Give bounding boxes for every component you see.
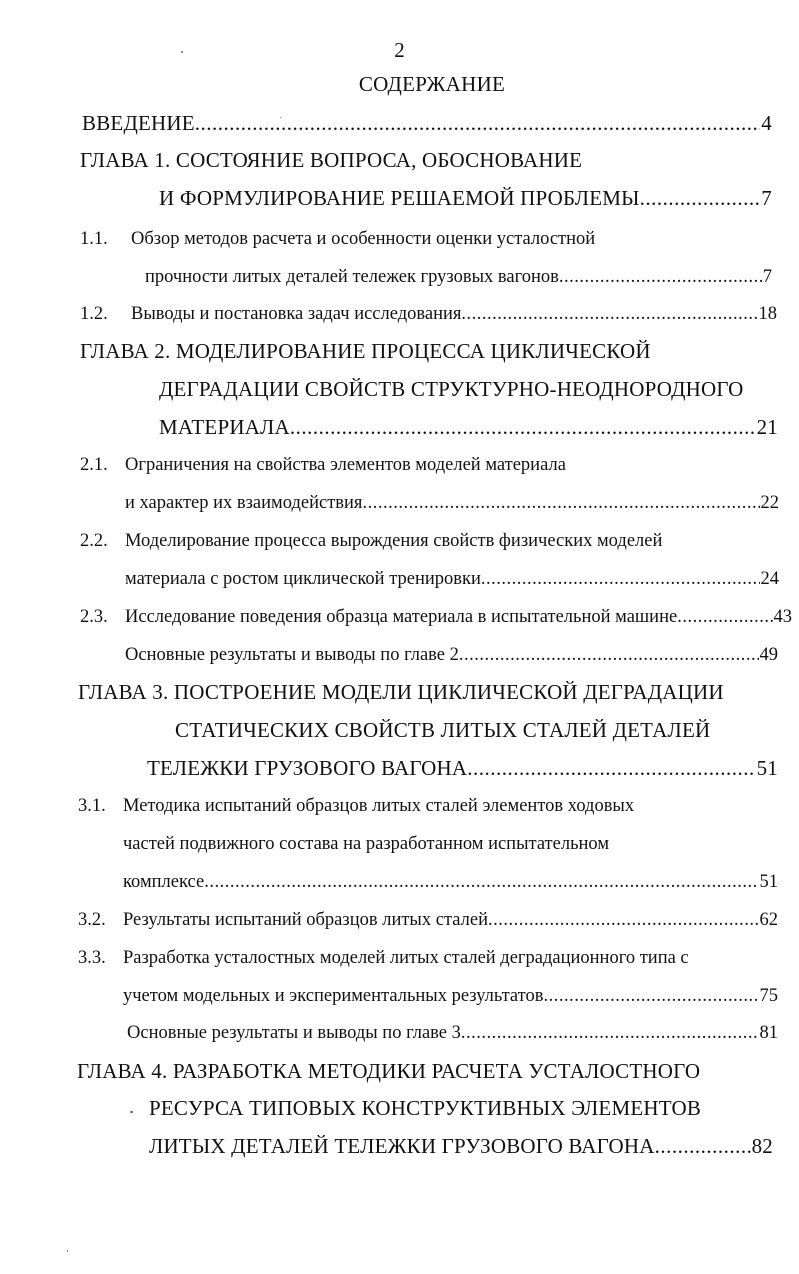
toc-page-number: 22 [760, 493, 779, 513]
toc-section-number: 3.1. [78, 796, 106, 816]
dot-leader [640, 183, 761, 213]
toc-entry-text: ТЕЛЕЖКИ ГРУЗОВОГО ВАГОНА [147, 756, 468, 780]
dot-leader [467, 753, 755, 783]
toc-entry-3-1-cont-2[interactable] [123, 867, 778, 897]
scan-speck [67, 1250, 68, 1252]
scan-speck [280, 117, 281, 118]
contents-title: СОДЕРЖАНИЕ [358, 72, 506, 96]
toc-entry-2-2-cont[interactable] [125, 564, 779, 594]
dot-leader [362, 488, 759, 518]
toc-entry-introduction[interactable] [82, 108, 772, 138]
toc-entry-chapter-4-cont-2[interactable] [149, 1131, 773, 1161]
toc-entry-text: Основные результаты и выводы по главе 3 [127, 1023, 461, 1043]
toc-entry-chapter-4-cont-1[interactable] [149, 1093, 769, 1123]
toc-entry-chapter-3-cont-2[interactable] [147, 753, 778, 783]
toc-page-number: 4 [761, 111, 772, 135]
toc-entry-3-1-cont-1[interactable] [123, 829, 773, 859]
toc-page-number: 81 [759, 1023, 778, 1043]
toc-section-number: 3.3. [78, 948, 106, 968]
toc-entry-text: ГЛАВА 1. СОСТОЯНИЕ ВОПРОСА, ОБОСНОВАНИЕ [80, 148, 583, 172]
toc-page-number: 62 [759, 910, 778, 930]
toc-entry-text: материала с ростом циклической тренировки [125, 569, 481, 589]
dot-leader [204, 867, 758, 897]
scan-speck [130, 1111, 133, 1113]
toc-entry-3-3-cont[interactable] [123, 981, 778, 1011]
toc-section-number: 1.1. [80, 229, 108, 249]
toc-entry-text: Выводы и постановка задач исследования [131, 304, 462, 324]
dot-leader [461, 1018, 759, 1048]
toc-entry-text: Моделирование процесса вырождения свойств физических моделей [125, 531, 663, 551]
toc-entry-text: ДЕГРАДАЦИИ СВОЙСТВ СТРУКТУРНО-НЕОДНОРОДНОГО [159, 377, 744, 401]
toc-entry-chapter-1[interactable] [80, 145, 770, 175]
toc-entry-3-1[interactable] [78, 791, 768, 821]
toc-entry-text: комплексе [123, 872, 205, 892]
toc-entry-text: ЛИТЫХ ДЕТАЛЕЙ ТЕЛЕЖКИ ГРУЗОВОГО ВАГОНА [149, 1134, 655, 1158]
toc-page-number: 51 [756, 756, 778, 780]
toc-entry-chapter-1-cont[interactable] [159, 183, 772, 213]
toc-entry-text: И ФОРМУЛИРОВАНИЕ РЕШАЕМОЙ ПРОБЛЕМЫ [159, 186, 640, 210]
dot-leader [461, 299, 757, 329]
toc-entry-text: ГЛАВА 2. МОДЕЛИРОВАНИЕ ПРОЦЕССА ЦИКЛИЧЕСКОЙ [80, 339, 651, 363]
toc-entry-text: ГЛАВА 3. ПОСТРОЕНИЕ МОДЕЛИ ЦИКЛИЧЕСКОЙ ДЕГРАДАЦИИ [78, 680, 724, 704]
toc-page-number: 24 [760, 569, 779, 589]
dot-leader [290, 412, 756, 442]
toc-entry-1-1[interactable] [80, 224, 770, 254]
toc-entry-chapter-3[interactable] [78, 677, 778, 707]
dot-leader [488, 905, 759, 935]
toc-entry-text: МАТЕРИАЛА [159, 415, 290, 439]
toc-page-number: 7 [762, 267, 772, 287]
toc-entry-2-3[interactable] [80, 602, 792, 632]
toc-entry-text: Обзор методов расчета и особенности оценки усталостной [131, 229, 596, 249]
toc-entry-text: и характер их взаимодействия [125, 493, 363, 513]
toc-entry-chapter-2-cont-1[interactable] [159, 374, 771, 404]
dot-leader [559, 262, 762, 292]
toc-entry-summary-chapter-2[interactable] [125, 640, 778, 670]
dot-leader [655, 1131, 751, 1161]
toc-page-number: 75 [759, 986, 778, 1006]
toc-entry-text: ВВЕДЕНИЕ [82, 111, 195, 135]
dot-leader [481, 564, 760, 594]
toc-section-number: 1.2. [80, 304, 108, 324]
toc-entry-3-2[interactable] [78, 905, 778, 935]
toc-page-number: 51 [759, 872, 778, 892]
dot-leader [543, 981, 758, 1011]
toc-entry-text: прочности литых деталей тележек грузовых вагонов [145, 267, 559, 287]
toc-entry-text: Разработка усталостных моделей литых сталей деградационного типа с [123, 948, 689, 968]
toc-entry-text: ГЛАВА 4. РАЗРАБОТКА МЕТОДИКИ РАСЧЕТА УСТАЛОСТНОГО [77, 1059, 701, 1083]
toc-entry-summary-chapter-3[interactable] [127, 1018, 778, 1048]
toc-section-number: 3.2. [78, 910, 106, 930]
toc-entry-chapter-2[interactable] [80, 336, 770, 366]
toc-entry-text: частей подвижного состава на разработанном испытательном [123, 834, 610, 854]
toc-entry-2-2[interactable] [80, 526, 770, 556]
toc-entry-1-1-cont[interactable] [145, 262, 772, 292]
toc-entry-text: Результаты испытаний образцов литых сталей [123, 910, 488, 930]
page-number: 2 [394, 38, 405, 62]
toc-entry-chapter-4[interactable] [77, 1056, 777, 1086]
toc-page-number: 49 [759, 645, 778, 665]
toc-entry-2-1-cont[interactable] [125, 488, 779, 518]
toc-entry-text: Основные результаты и выводы по главе 2 [125, 645, 459, 665]
toc-entry-text: РЕСУРСА ТИПОВЫХ КОНСТРУКТИВНЫХ ЭЛЕМЕНТОВ [149, 1096, 702, 1120]
toc-section-number: 2.1. [80, 455, 108, 475]
toc-page-number: 21 [756, 415, 778, 439]
toc-entry-1-2[interactable] [80, 299, 777, 329]
toc-section-number: 2.3. [80, 607, 108, 627]
scan-speck [181, 51, 183, 53]
dot-leader [195, 108, 761, 138]
dot-leader [677, 602, 772, 632]
toc-entry-text: Методика испытаний образцов литых сталей элементов ходовых [123, 796, 635, 816]
toc-entry-2-1[interactable] [80, 450, 770, 480]
toc-section-number: 2.2. [80, 531, 108, 551]
toc-entry-chapter-2-cont-2[interactable] [159, 412, 778, 442]
toc-entry-3-3[interactable] [78, 943, 778, 973]
toc-page-number: 82 [751, 1134, 773, 1158]
toc-page-number: 7 [761, 186, 772, 210]
toc-page-number: 18 [758, 304, 777, 324]
dot-leader [459, 640, 759, 670]
toc-entry-text: учетом модельных и экспериментальных результатов [123, 986, 544, 1006]
toc-entry-text: Исследование поведения образца материала в испытательной машине [125, 607, 678, 627]
toc-page-number: 43 [773, 607, 792, 627]
toc-entry-text: СТАТИЧЕСКИХ СВОЙСТВ ЛИТЫХ СТАЛЕЙ ДЕТАЛЕЙ [175, 718, 711, 742]
toc-entry-text: Ограничения на свойства элементов моделей материала [125, 455, 566, 475]
toc-entry-chapter-3-cont-1[interactable] [175, 715, 775, 745]
